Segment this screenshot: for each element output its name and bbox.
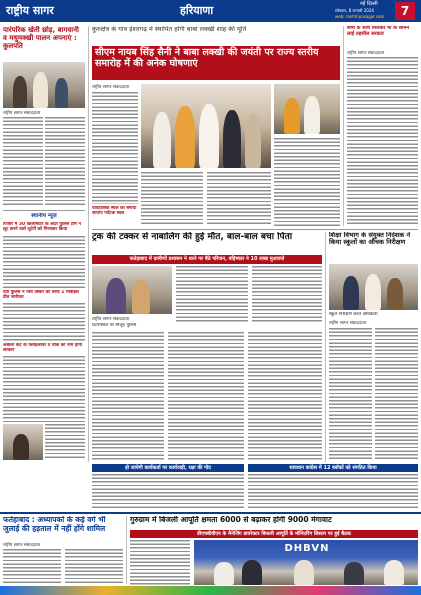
mid-body-text-2 bbox=[252, 266, 322, 322]
top-side-photo bbox=[274, 84, 340, 134]
bottom-left-byline: राष्ट्रीय सागर संवाददाता bbox=[3, 543, 41, 548]
center-photo-caption: स्कूल निरीक्षण करते अधिकारी bbox=[329, 312, 378, 317]
top-body-text bbox=[92, 92, 138, 204]
left-body-text-2 bbox=[45, 117, 85, 207]
left-story4-headline: पिंजौर में 30 किलोमीटर के अंदर पुलिस टीम ने लूट करने वाले लुटेरों को गिरफ्तार किया bbox=[3, 222, 81, 233]
left-story6-body bbox=[3, 356, 85, 422]
footer-bar bbox=[0, 586, 421, 595]
paper-name: राष्ट्रीय सागर bbox=[6, 4, 54, 17]
bottom-left-body-2 bbox=[65, 549, 123, 585]
top-body-text-4 bbox=[274, 138, 340, 226]
bottom-mid-caption-bar: हो जायेगी कार्यकर्ता पर कार्यवाही, रक्षा की गोद bbox=[92, 464, 244, 472]
left-story3-headline: स्थानीय न्यूज़ bbox=[31, 213, 57, 219]
right-headline: बच्चे के साथ मिलकर मां के सामने लाई तहसील सरकार bbox=[347, 26, 410, 37]
left-story6-headline: अंबाला कैंट के फ्लाईओवर व चौक का नाम होगा सरकार bbox=[3, 343, 83, 354]
top-kicker: कुरुक्षेत्र के गांव ईशरगढ़ में स्थापित होगी बाबा लक्खी शाह की मूर्ति bbox=[92, 26, 247, 33]
left-photo bbox=[3, 62, 85, 108]
bottom-mid-body bbox=[92, 474, 244, 510]
center-headline: शिक्षा विभाग के संयुक्त निदेशक ने किया स्कूलों का औचक निरीक्षण bbox=[329, 232, 411, 247]
center-photo bbox=[329, 264, 418, 310]
mid-body-text-5 bbox=[248, 332, 322, 460]
mid-subhead: फतेहाबाद में ग्रामीणों प्रशासन ने धरने पर बैठे परिजन, बहिष्कार ने 10 लाख मुआवजे bbox=[92, 255, 322, 264]
center-byline: राष्ट्रीय सागर संवाददाता bbox=[329, 321, 367, 326]
left-story5-headline: देवी पुलिस ने नशा तस्कर का लिया 1 मोबाइल प्रीत जारीकर bbox=[3, 290, 79, 301]
mid-photo-caption: घटनास्थल पर मौजूद पुलिस bbox=[92, 323, 137, 328]
bottom-subhead: डीएचबीवीएन के मैनेजिंग डायरेक्टर बिजली आपूर्ति के मॉनिटरिंग सिस्टम पर हुई बैठक bbox=[130, 530, 418, 538]
mid-body-text bbox=[176, 266, 248, 322]
masthead-city: नई दिल्ली bbox=[360, 1, 378, 7]
top-headline: सीएम नायब सिंह सैनी ने बाबा लक्खी की जयंती पर राज्य स्तरीय समारोह में की अनेक घोषणाएं bbox=[92, 46, 340, 80]
bottom-right-caption-bar: सावधान कांग्रेस में 12 ब्लॉकों को संगठित किया bbox=[248, 464, 418, 472]
bottom-photo-banner: DHBVN bbox=[284, 543, 330, 554]
left-story5-body bbox=[3, 303, 85, 341]
left-story4-body bbox=[3, 236, 85, 288]
right-body-text bbox=[347, 57, 418, 225]
left-story6-body-2 bbox=[45, 424, 85, 460]
mid-body-text-4 bbox=[168, 332, 244, 460]
left-headline: पारंपरिक खेती छोड़, बागवानी व मधुमक्खी पालन अपनाएं : कुलपति bbox=[3, 26, 79, 51]
bottom-body bbox=[130, 540, 190, 585]
center-body-text-2 bbox=[375, 328, 418, 460]
top-body-text-3 bbox=[207, 172, 271, 226]
left-byline: राष्ट्रीय सागर संवाददाता bbox=[3, 111, 41, 116]
left-body-text bbox=[3, 117, 43, 207]
top-body-text-2 bbox=[141, 172, 203, 226]
mid-headline: ट्रक की टक्कर से नाबालिग की हुई मौत, बाल-बाल बचा पिता bbox=[92, 232, 293, 242]
masthead-dateline: सोमवार, 8 जनवरी 2024 bbox=[335, 8, 374, 13]
bottom-left-headline: फतेहाबाद : अध्यापकों के कई वर्ग भी जुलाई की हड़ताल में नहीं होंगे शामिल bbox=[3, 516, 106, 533]
bottom-headline: गुरुग्राम में बिजली आपूर्ति क्षमता 6000 से बढ़ाकर होगी 9000 मेगावाट bbox=[130, 516, 332, 524]
page-number: 7 bbox=[395, 2, 415, 20]
bottom-right-body bbox=[248, 474, 418, 510]
bottom-photo bbox=[194, 540, 418, 585]
mid-body-text-3 bbox=[92, 332, 164, 460]
right-byline: राष्ट्रीय सागर संवाददाता bbox=[347, 51, 385, 56]
section-name: हरियाणा bbox=[180, 4, 214, 17]
mid-photo bbox=[92, 266, 172, 314]
left-small-photo bbox=[3, 424, 43, 460]
bottom-left-body bbox=[3, 549, 61, 585]
top-byline: राष्ट्रीय सागर संवाददाता bbox=[92, 85, 130, 90]
masthead-website: web: rashtriyasagar.com bbox=[335, 14, 385, 19]
top-side-headline: ऐतिहासिक स्थल को बनाया जाएगा पर्यटक स्थल bbox=[92, 206, 137, 217]
mid-byline: राष्ट्रीय सागर संवाददाता bbox=[92, 317, 130, 322]
top-main-photo bbox=[141, 84, 271, 168]
center-body-text bbox=[329, 328, 372, 460]
